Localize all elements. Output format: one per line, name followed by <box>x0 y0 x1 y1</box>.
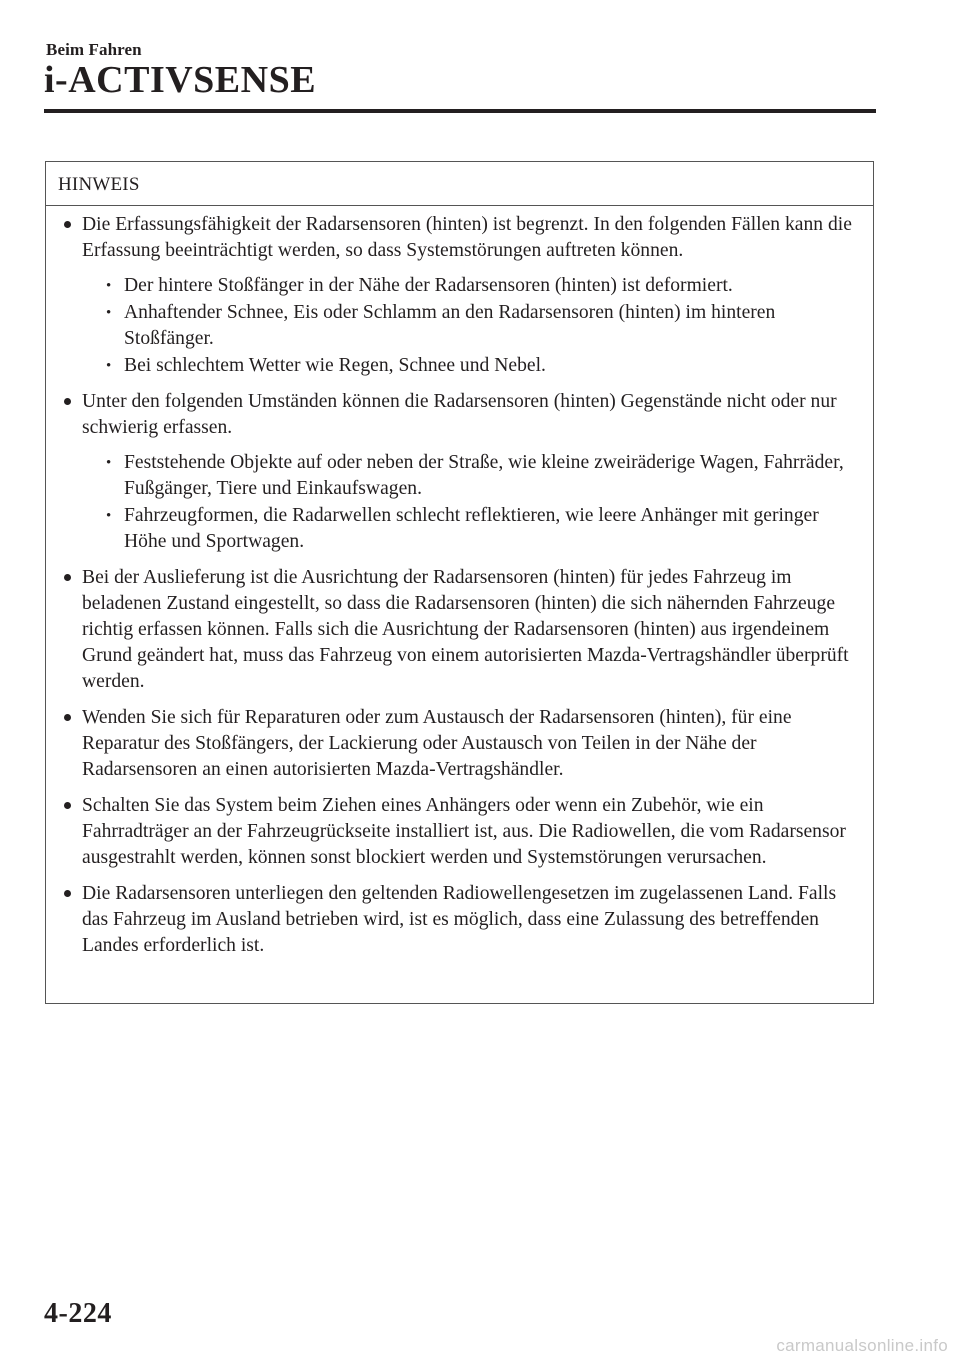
bullet-dot-icon <box>64 890 71 897</box>
sub-item <box>82 353 859 379</box>
chapter-title: i-ACTIVSENSE <box>44 59 317 101</box>
bullet-text: Die Erfassungsfähigkeit der Radarsensoren (hinten) ist begrenzt. In den folgenden Fällen kann die Erfassung beeinträchtigt werden, so dass Systemstörungen auftreten können. <box>82 214 852 261</box>
sub-item <box>82 300 859 352</box>
note-bullet <box>64 881 859 959</box>
sub-item <box>82 503 859 555</box>
sub-bullet-icon: • <box>106 508 112 524</box>
note-bullet <box>64 389 859 555</box>
bullet-dot-icon <box>64 221 71 228</box>
note-box <box>45 161 874 1004</box>
bullet-text: Bei der Auslieferung ist die Ausrichtung der Radarsensoren (hinten) für jedes Fahrzeug im beladenen Zustand eingestellt, so dass die Radarsensoren (hinten) die sich nähernden Fahrzeuge richtig erfassen können. Falls sich die Ausrichtung der Radarsensoren (hinten) aus irgendeinem Grund geändert hat, muss das Fahrzeug von einem autorisierten Mazda-Vertragshändler überprüft werden. <box>82 567 849 692</box>
bullet-text: Die Radarsensoren unterliegen den geltenden Radiowellengesetzen im zugelassenen Land. Falls das Fahrzeug im Ausland betrieben wird, ist es möglich, dass eine Zulassung des betreffenden Landes erforderlich ist. <box>82 883 837 956</box>
note-bullet <box>64 793 859 871</box>
bullet-dot-icon <box>64 574 71 581</box>
sub-item-text: Der hintere Stoßfänger in der Nähe der Radarsensoren (hinten) ist deformiert. <box>124 275 733 296</box>
sub-bullet-icon: • <box>106 305 112 321</box>
header-rule <box>44 109 876 113</box>
sub-item-text: Feststehende Objekte auf oder neben der Straße, wie kleine zweiräderige Wagen, Fahrräder, Fußgänger, Tiere und Einkaufswagen. <box>124 452 844 499</box>
section-label: Beim Fahren <box>46 40 142 59</box>
bullet-text: Wenden Sie sich für Reparaturen oder zum Austausch der Radarsensoren (hinten), für eine Reparatur des Stoßfängers, der Lackierung oder Austausch von Teilen in der Nähe der Radarsensoren an einen autorisierten Mazda-Vertragshändler. <box>82 707 792 780</box>
sub-item-text: Bei schlechtem Wetter wie Regen, Schnee und Nebel. <box>124 355 546 376</box>
note-body <box>46 206 873 959</box>
note-bullet <box>64 565 859 695</box>
sub-item-text: Anhaftender Schnee, Eis oder Schlamm an den Radarsensoren (hinten) im hinteren Stoßfänger. <box>124 302 776 349</box>
sub-item <box>82 273 859 299</box>
page-number: 4-224 <box>44 1298 112 1329</box>
watermark: carmanualsonline.info <box>776 1336 948 1355</box>
bullet-text: Unter den folgenden Umständen können die Radarsensoren (hinten) Gegenstände nicht oder nur schwierig erfassen. <box>82 391 837 438</box>
sub-bullet-icon: • <box>106 358 112 374</box>
sub-item <box>82 450 859 502</box>
sub-item-text: Fahrzeugformen, die Radarwellen schlecht reflektieren, wie leere Anhänger mit geringer Höhe und Sportwagen. <box>124 505 819 552</box>
note-heading: HINWEIS <box>46 162 873 206</box>
sub-bullet-icon: • <box>106 278 112 294</box>
note-bullet <box>64 212 859 379</box>
bullet-text: Schalten Sie das System beim Ziehen eines Anhängers oder wenn ein Zubehör, wie ein Fahrradträger an der Fahrzeugrückseite installiert ist, aus. Die Radiowellen, die vom Radarsensor ausgestrahlt werden, können sonst blockiert werden und Systemstörungen verursachen. <box>82 795 846 868</box>
bullet-dot-icon <box>64 398 71 405</box>
sub-bullet-icon: • <box>106 455 112 471</box>
note-bullet <box>64 705 859 783</box>
bullet-dot-icon <box>64 802 71 809</box>
bullet-dot-icon <box>64 714 71 721</box>
